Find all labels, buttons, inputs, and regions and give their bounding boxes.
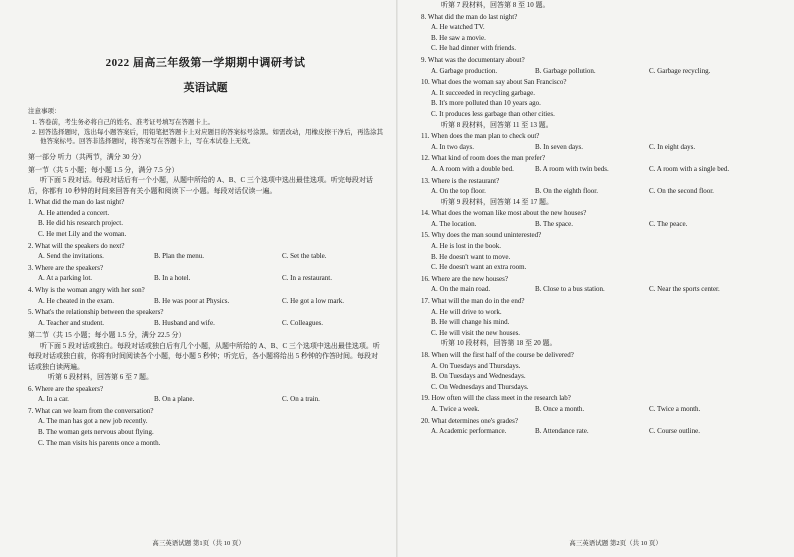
question-1: 1. What did the man do last night? <box>28 198 125 207</box>
exam-subject-title: 英语试题 <box>183 81 228 94</box>
question-16: 16. Where are the new houses? <box>421 274 508 283</box>
question-4-options <box>28 296 383 307</box>
question-17-option-b: B. He will change his mind. <box>431 318 510 327</box>
material-7-note: 听第 7 段材料，回答第 8 至 10 题。 <box>441 1 550 9</box>
question-10-option-b: B. It's more polluted than 10 years ago. <box>431 99 541 108</box>
question-5: 5. What's the relationship between the speakers? <box>28 308 164 317</box>
question-2: 2. What will the speakers do next? <box>28 241 125 250</box>
question-8-option-b: B. He saw a movie. <box>431 33 486 42</box>
question-7-option-a: A. The man has got a new job recently. <box>38 417 148 426</box>
question-11-option-c: C. In eight days. <box>649 142 696 151</box>
question-17-option-a: A. He will drive to work. <box>431 307 502 316</box>
question-10-option-a: A. It succeeded in recycling garbage. <box>431 88 535 97</box>
question-12-option-c: C. A room with a single bed. <box>649 164 730 173</box>
question-10-option-c: C. It produces less garbage than other cities. <box>431 109 555 118</box>
question-9-option-a: A. Garbage production. <box>431 66 498 75</box>
question-3-option-c: C. In a restaurant. <box>282 274 332 283</box>
question-1-option-b: B. He did his research project. <box>38 219 123 228</box>
question-2-option-b: B. Plan the menu. <box>154 252 204 261</box>
question-13-option-c: C. On the second floor. <box>649 187 714 196</box>
section1-directions: 听下面 5 段对话。每段对话后有一个小题，从题中所给的 A、B、C 三个选项中选出最佳选项。听完每段对话后，你都有 10 秒钟的时间来回答有关小题和阅读下一小题。每段对话仅读一遍。 <box>28 176 373 195</box>
question-19-option-c: C. Twice a month. <box>649 404 701 413</box>
section1-heading: 第一节（共 5 小题；每小题 1.5 分，满分 7.5 分） <box>28 165 179 174</box>
question-16-option-a: A. On the main road. <box>431 285 491 294</box>
part1-heading: 第一部分 听力（共两节，满分 30 分） <box>28 153 146 162</box>
question-14-options <box>421 219 784 230</box>
question-17-option-c: C. He will visit the new houses. <box>431 328 521 337</box>
question-18-option-a: A. On Tuesdays and Thursdays. <box>431 361 521 370</box>
question-11-options <box>421 142 784 153</box>
question-3-option-a: A. At a parking lot. <box>38 274 93 283</box>
question-8: 8. What did the man do last night? <box>421 12 518 21</box>
question-14-option-a: A. The location. <box>431 219 477 228</box>
question-6-option-c: C. On a train. <box>282 395 320 404</box>
question-3: 3. Where are the speakers? <box>28 263 104 272</box>
question-3-options <box>28 273 383 284</box>
question-19-option-b: B. Once a month. <box>535 404 585 413</box>
question-8-option-c: C. He had dinner with friends. <box>431 44 516 53</box>
question-6-options <box>28 394 383 405</box>
question-19-option-a: A. Twice a week. <box>431 404 480 413</box>
question-18-option-c: C. On Wednesdays and Thursdays. <box>431 382 529 391</box>
question-11-option-a: A. In two days. <box>431 142 474 151</box>
question-16-option-b: B. Close to a bus station. <box>535 285 605 294</box>
notice-item-2: 2. 回答选择题时，选出每小题答案后，用铅笔把答题卡上对应题目的答案标号涂黑。如需改动，用橡皮擦干净后，再选涂其他答案标号。回答非选择题时，将答案写在答题卡上，写在本试卷上无效。 <box>32 128 383 146</box>
question-5-option-b: B. Husband and wife. <box>154 318 215 327</box>
section2-directions: 听下面 5 段对话或独白。每段对话或独白后有几个小题，从题中所给的 A、B、C 三个选项中选出最佳选项。听每段对话或独白前，你将有时间阅读各个小题，每小题 5 秒钟；听完后，各小题将给出 5 秒钟的作答时间。每段对话或独白读两遍。 <box>28 341 380 371</box>
question-5-option-a: A. Teacher and student. <box>38 318 105 327</box>
question-2-options <box>28 251 383 262</box>
material-10-note: 听第 10 段材料，回答第 18 至 20 题。 <box>441 339 557 348</box>
question-7-option-c: C. The man visits his parents once a month. <box>38 438 161 447</box>
question-2-option-c: C. Set the table. <box>282 252 327 261</box>
material-6-note: 听第 6 段材料，回答第 6 至 7 题。 <box>48 373 153 382</box>
question-4-option-c: C. He got a low mark. <box>282 296 345 305</box>
question-10: 10. What does the woman say about San Francisco? <box>421 78 567 87</box>
question-12-option-a: A. A room with a double bed. <box>431 164 514 173</box>
question-4-option-b: B. He was poor at Physics. <box>154 296 230 305</box>
question-13-option-a: A. On the top floor. <box>431 187 486 196</box>
notice-item-1: 1. 答卷前，考生务必将自己的姓名、准考证号填写在答题卡上。 <box>32 118 214 126</box>
question-9-option-c: C. Garbage recycling. <box>649 66 711 75</box>
question-20-option-c: C. Course outline. <box>649 427 700 436</box>
notice-heading: 注意事项： <box>28 108 61 116</box>
question-15: 15. Why does the man sound uninterested? <box>421 231 542 240</box>
question-9-option-b: B. Garbage pollution. <box>535 66 596 75</box>
question-20-option-a: A. Academic performance. <box>431 427 507 436</box>
question-6-option-a: A. In a car. <box>38 395 69 404</box>
question-17: 17. What will the man do in the end? <box>421 297 525 306</box>
question-6: 6. Where are the speakers? <box>28 384 104 393</box>
question-4: 4. Why is the woman angry with her son? <box>28 285 145 294</box>
question-16-options <box>421 284 784 295</box>
question-13-option-b: B. On the eighth floor. <box>535 187 598 196</box>
question-6-option-b: B. On a plane. <box>154 395 195 404</box>
question-14: 14. What does the woman like most about the new houses? <box>421 209 587 218</box>
question-5-options <box>28 318 383 329</box>
question-19-options <box>421 404 784 415</box>
question-11-option-b: B. In seven days. <box>535 142 584 151</box>
question-9: 9. What was the documentary about? <box>421 55 525 64</box>
question-14-option-c: C. The peace. <box>649 219 688 228</box>
question-5-option-c: C. Colleagues. <box>282 318 324 327</box>
question-4-option-a: A. He cheated in the exam. <box>38 296 114 305</box>
question-14-option-b: B. The space. <box>535 219 573 228</box>
question-3-option-b: B. In a hotel. <box>154 274 191 283</box>
question-8-option-a: A. He watched TV. <box>431 23 485 32</box>
question-20-options <box>421 426 784 437</box>
page-1-footer: 高三英语试题 第1页（共 10 页） <box>152 540 245 548</box>
question-15-option-c: C. He doesn't want an extra room. <box>431 263 527 272</box>
question-1-option-a: A. He attended a concert. <box>38 208 110 217</box>
question-9-options <box>421 66 784 77</box>
question-20-option-b: B. Attendance rate. <box>535 427 589 436</box>
question-19: 19. How often will the class meet in the research lab? <box>421 394 571 403</box>
material-8-note: 听第 8 段材料，回答第 11 至 13 题。 <box>441 120 553 129</box>
question-18: 18. When will the first half of the course be delivered? <box>421 351 574 359</box>
exam-page-2 <box>397 0 794 557</box>
question-16-option-c: C. Near the sports center. <box>649 285 720 294</box>
exam-title: 2022 届高三年级第一学期期中调研考试 <box>105 57 306 69</box>
question-7-option-b: B. The woman gets nervous about flying. <box>38 428 154 437</box>
material-9-note: 听第 9 段材料，回答第 14 至 17 题。 <box>441 197 553 206</box>
question-11: 11. When does the man plan to check out? <box>421 132 540 141</box>
question-15-option-a: A. He is lost in the book. <box>431 242 501 251</box>
question-1-option-c: C. He met Lily and the woman. <box>38 229 127 238</box>
question-13: 13. Where is the restaurant? <box>421 176 500 185</box>
question-7: 7. What can we learn from the conversation? <box>28 406 154 415</box>
question-12-option-b: B. A room with twin beds. <box>535 164 609 173</box>
question-18-option-b: B. On Tuesdays and Wednesdays. <box>431 372 526 381</box>
question-15-option-b: B. He doesn't want to move. <box>431 252 511 261</box>
question-12-options <box>421 164 784 175</box>
page-2-footer: 高三英语试题 第2页（共 10 页） <box>569 540 662 548</box>
section2-heading: 第二节（共 15 小题；每小题 1.5 分，满分 22.5 分） <box>28 331 186 340</box>
question-13-options <box>421 186 784 197</box>
question-12: 12. What kind of room does the man prefer? <box>421 154 546 163</box>
question-2-option-a: A. Send the invitations. <box>38 252 104 261</box>
question-20: 20. What determines one's grades? <box>421 416 518 425</box>
